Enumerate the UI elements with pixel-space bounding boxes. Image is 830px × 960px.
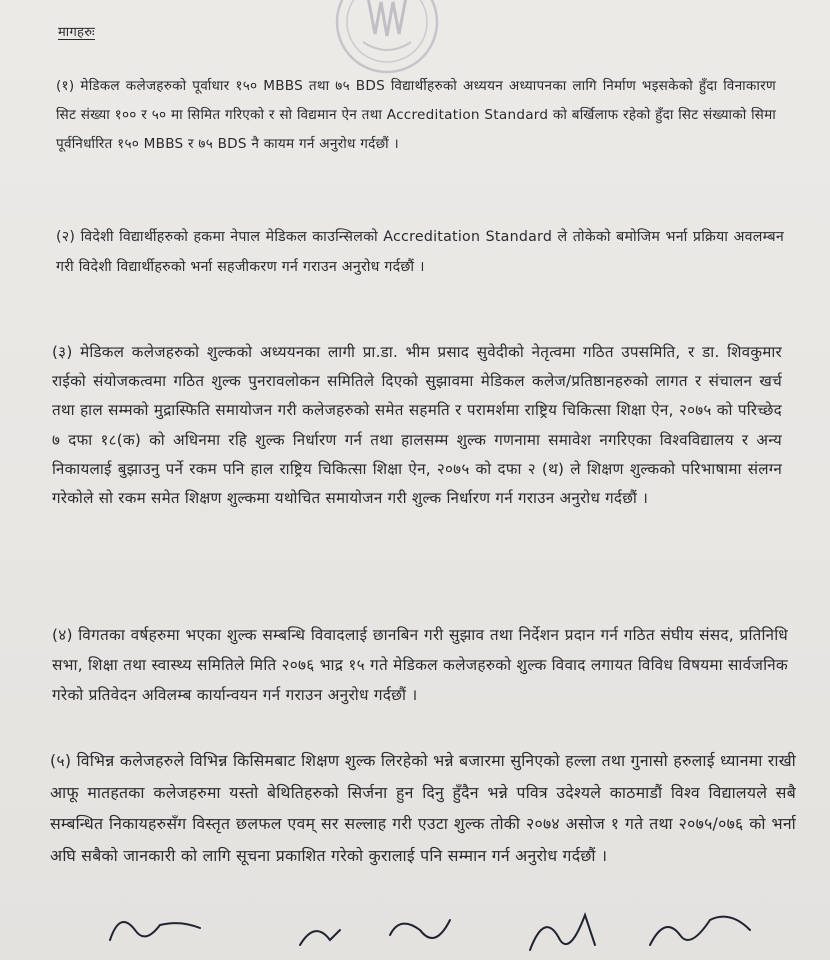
demand-paragraph-5: (५) विभिन्न कलेजहरुले विभिन्न किसिमबाट शिक्षण शुल्क लिरहेको भन्ने बजारमा सुनिएको हल्ला तथा गुनासो हरुलाई ध्यानमा राखी आफू मातहतका कलेजहरुमा यस्तो बेथितिहरुको सिर्जना हुन दिनु हुँदैन भन्ने पवित्र उदेश्यले काठमाडौं विश्व विद्यालयले सबै सम्बन्धित निकायहरुसँग विस्तृत छलफल एवम् सर सल्लाह गरी एउटा शुल्क तोकी २०७४ असोज १ गते तथा २०७५/०७६ को भर्ना अघि सबैको जानकारी को लागि सूचना प्रकाशित गरेको कुरालाई पनि सम्मान गर्न अनुरोध गर्दछौं । (50, 751, 796, 865)
signature-2 (300, 930, 340, 945)
handwritten-signatures (90, 900, 790, 960)
page-heading: मागहरुः (58, 25, 95, 40)
signature-4 (530, 915, 595, 950)
official-seal-emblem (325, 0, 449, 78)
demand-paragraph-1: (१) मेडिकल कलेजहरुको पूर्वाधार १५० MBBS तथा ७५ BDS विद्यार्थीहरुको अध्ययन अध्यापनका लागि निर्माण भइसकेको हुँदा विनाकारण सिट संख्या १०० र ५० मा सिमित गरिएको र सो विद्यमान ऐन तथा Accreditation Standard को बर्खिलाफ रहेको हुँदा सिट संख्याको सिमा पूर्वनिर्धारित १५० MBBS र ७५ BDS नै कायम गर्न अनुरोध गर्दछौं । (56, 78, 776, 152)
signature-1 (110, 922, 200, 940)
demand-paragraph-3: (३) मेडिकल कलेजहरुको शुल्कको अध्ययनका लागी प्रा.डा. भीम प्रसाद सुवेदीको नेतृत्वमा गठित उपसमिति, र डा. शिवकुमार राईको संयोजकत्वमा गठित शुल्क पुनरावलोकन समितिले दिएको सुझावमा मेडिकल कलेज/प्रतिष्ठानहरुको लागत र संचालन खर्च तथा हाल सम्मको मुद्रास्फिति समायोजन गरी कलेजहरुको समेत सहमति र परामर्शमा राष्ट्रिय चिकित्सा शिक्षा ऐन, २०७५ को परिच्छेद ७ दफा १८(क) को अधिनमा रहि शुल्क निर्धारण गर्न तथा हालसम्म शुल्क गणनामा समावेश नगरिएका विश्वविद्यालय र अन्य निकायलाई बुझाउनु पर्ने रकम पनि हाल राष्ट्रिय चिकित्सा शिक्षा ऐन, २०७५ को दफा २ (थ) ले शिक्षण शुल्कको परिभाषामा संलग्न गरेकोले सो रकम समेत शिक्षण शुल्कमा यथोचित समायोजन गरी शुल्क निर्धारण गर्न गराउन अनुरोध गर्दछौं । (52, 343, 782, 508)
signature-5 (650, 917, 750, 945)
demand-paragraph-2: (२) विदेशी विद्यार्थीहरुको हकमा नेपाल मेडिकल काउन्सिलको Accreditation Standard ले तोकेको बमोजिम भर्ना प्रक्रिया अवलम्बन गरी विदेशी विद्यार्थीहरुको भर्ना सहजीकरण गर्न गराउन अनुरोध गर्दछौं । (56, 229, 784, 275)
signature-3 (390, 920, 450, 938)
demand-paragraph-4: (४) विगतका वर्षहरुमा भएका शुल्क सम्बन्धि विवादलाई छानबिन गरी सुझाव तथा निर्देशन प्रदान गर्न गठित संघीय संसद, प्रतिनिधि सभा, शिक्षा तथा स्वास्थ्य समितिले मिति २०७६ भाद्र १५ गते मेडिकल कलेजहरुको शुल्क विवाद लगायत विविध विषयमा सार्वजनिक गरेको प्रतिवेदन अविलम्ब कार्यान्वयन गर्न गराउन अनुरोध गर्दछौं । (52, 626, 788, 704)
